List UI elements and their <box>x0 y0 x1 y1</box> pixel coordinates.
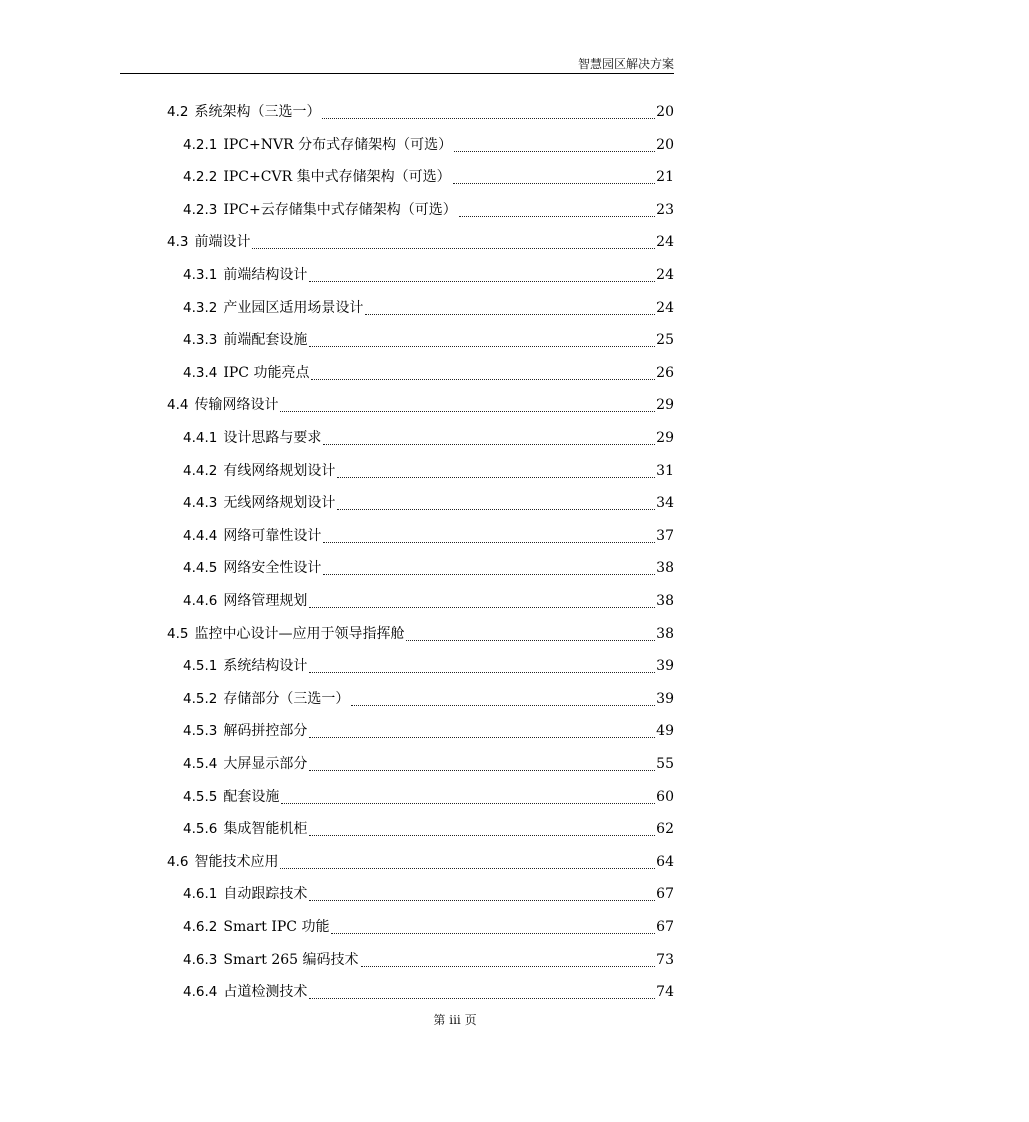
running-header: 智慧园区解决方案 <box>577 57 674 71</box>
toc-entry[interactable] <box>167 101 674 123</box>
toc-entry-title: 自动跟踪技术 <box>223 886 308 903</box>
toc-entry-number: 4.3.2 <box>183 299 218 316</box>
toc-entry-page: 20 <box>656 104 674 120</box>
toc-dot-leader <box>337 508 655 510</box>
toc-dot-leader <box>323 541 655 543</box>
toc-entry-page: 74 <box>656 984 674 1001</box>
toc-entry-number: 4.4 <box>167 397 189 414</box>
toc-dot-leader <box>309 997 655 999</box>
toc-dot-leader <box>281 802 655 804</box>
toc-entry[interactable] <box>183 655 674 677</box>
toc-entry[interactable] <box>183 688 674 710</box>
toc-entry-title: 设计思路与要求 <box>223 430 322 446</box>
toc-entry[interactable] <box>183 329 674 351</box>
toc-entry[interactable] <box>183 134 674 156</box>
toc-entry-number: 4.5 <box>167 625 189 642</box>
toc-entry-page: 62 <box>656 821 674 838</box>
toc-entry[interactable] <box>183 720 674 742</box>
toc-dot-leader <box>454 150 655 152</box>
toc-entry-title: 占道检测技术 <box>223 984 308 1001</box>
toc-entry-number: 4.2 <box>167 104 189 120</box>
toc-entry-title: 存储部分（三选一） <box>223 690 350 707</box>
toc-dot-leader <box>323 443 655 445</box>
toc-entry-number: 4.3.3 <box>183 332 218 349</box>
toc-entry-page: 38 <box>656 625 674 642</box>
toc-entry-title: 无线网络规划设计 <box>223 495 336 512</box>
toc-entry-title: IPC 功能亮点 <box>223 364 310 381</box>
toc-dot-leader <box>309 606 655 608</box>
toc-entry-title: 配套设施 <box>223 788 280 805</box>
toc-dot-leader <box>351 704 655 706</box>
toc-entry-number: 4.4.5 <box>183 560 218 577</box>
toc-dot-leader <box>309 834 655 836</box>
toc-entry-number: 4.4.1 <box>183 430 218 446</box>
toc-dot-leader <box>309 899 655 901</box>
page-number-footer: 第 iii 页 <box>433 1013 477 1027</box>
toc-entry[interactable] <box>167 623 674 645</box>
toc-entry-number: 4.5.6 <box>183 821 218 838</box>
toc-entry-page: 24 <box>656 267 674 283</box>
toc-entry[interactable] <box>183 525 674 547</box>
toc-entry-number: 4.3 <box>167 234 189 251</box>
toc-entry-page: 39 <box>656 690 674 707</box>
toc-entry[interactable] <box>183 199 674 221</box>
toc-entry-number: 4.2.3 <box>183 201 218 218</box>
toc-entry[interactable] <box>183 297 674 319</box>
toc-entry[interactable] <box>183 557 674 579</box>
toc-entry-page: 64 <box>656 853 674 870</box>
toc-dot-leader <box>323 573 655 575</box>
toc-entry-page: 20 <box>656 136 674 153</box>
toc-entry-number: 4.5.1 <box>183 658 218 675</box>
toc-entry-title: 有线网络规划设计 <box>223 462 336 479</box>
toc-entry-title: 系统结构设计 <box>223 658 308 675</box>
toc-entry[interactable] <box>183 264 674 286</box>
toc-entry[interactable] <box>183 427 674 449</box>
toc-entry-page: 49 <box>656 723 674 740</box>
toc-entry-number: 4.6.3 <box>183 951 218 968</box>
toc-dot-leader <box>453 182 656 184</box>
toc-entry-title: 前端设计 <box>194 234 251 251</box>
toc-entry[interactable] <box>183 362 674 384</box>
toc-dot-leader <box>309 736 655 738</box>
toc-entry-title: 监控中心设计—应用于领导指挥舱 <box>194 625 405 642</box>
toc-entry-title: 智能技术应用 <box>194 853 279 870</box>
toc-dot-leader <box>459 215 655 217</box>
toc-entry-page: 24 <box>656 299 674 316</box>
toc-entry[interactable] <box>183 818 674 840</box>
toc-dot-leader <box>361 965 656 967</box>
toc-entry-number: 4.6.4 <box>183 984 218 1001</box>
toc-entry-page: 21 <box>656 169 674 186</box>
toc-entry[interactable] <box>183 166 674 188</box>
toc-entry-page: 60 <box>656 788 674 805</box>
toc-entry-number: 4.3.4 <box>183 364 218 381</box>
toc-dot-leader <box>309 345 655 347</box>
toc-dot-leader <box>365 313 655 315</box>
toc-entry-title: IPC+CVR 集中式存储架构（可选） <box>223 169 451 186</box>
toc-dot-leader <box>309 769 655 771</box>
toc-entry-title: 大屏显示部分 <box>223 756 308 772</box>
toc-entry-page: 38 <box>656 593 674 609</box>
toc-entry-page: 39 <box>656 658 674 675</box>
toc-entry-page: 24 <box>656 234 674 251</box>
toc-entry-number: 4.6.2 <box>183 919 218 935</box>
toc-entry-page: 25 <box>656 332 674 349</box>
toc-entry-page: 55 <box>656 756 674 772</box>
toc-entry-number: 4.4.6 <box>183 593 218 609</box>
toc-entry-title: Smart 265 编码技术 <box>223 951 359 968</box>
toc-dot-leader <box>309 280 655 282</box>
toc-entry-number: 4.4.4 <box>183 527 218 544</box>
toc-entry-page: 26 <box>656 364 674 381</box>
toc-entry-number: 4.3.1 <box>183 267 218 283</box>
toc-entry-title: 网络可靠性设计 <box>223 527 322 544</box>
toc-dot-leader <box>337 476 655 478</box>
toc-entry-number: 4.2.1 <box>183 136 218 153</box>
toc-entry-page: 37 <box>656 527 674 544</box>
toc-entry-number: 4.2.2 <box>183 169 218 186</box>
toc-dot-leader <box>309 671 655 673</box>
toc-entry[interactable] <box>183 786 674 808</box>
toc-entry[interactable] <box>167 851 674 873</box>
toc-entry[interactable] <box>183 916 674 938</box>
toc-entry-title: IPC+NVR 分布式存储架构（可选） <box>223 136 453 153</box>
toc-dot-leader <box>280 410 655 412</box>
toc-entry-page: 31 <box>656 462 674 479</box>
toc-entry-title: 网络管理规划 <box>223 593 308 609</box>
toc-entry-number: 4.6 <box>167 853 189 870</box>
toc-entry-number: 4.5.4 <box>183 756 218 772</box>
toc-entry-number: 4.6.1 <box>183 886 218 903</box>
toc-entry-number: 4.5.3 <box>183 723 218 740</box>
toc-entry-title: 前端结构设计 <box>223 267 308 283</box>
toc-entry-title: 传输网络设计 <box>194 397 279 414</box>
toc-entry[interactable] <box>183 949 674 971</box>
toc-entry-page: 73 <box>656 951 674 968</box>
toc-entry-page: 29 <box>656 430 674 446</box>
toc-entry-page: 67 <box>656 919 674 935</box>
toc-dot-leader <box>311 378 655 380</box>
toc-entry[interactable] <box>183 981 674 1003</box>
toc-entry[interactable] <box>167 231 674 253</box>
toc-entry-number: 4.5.2 <box>183 690 218 707</box>
toc-dot-leader <box>406 639 655 641</box>
toc-entry-number: 4.5.5 <box>183 788 218 805</box>
toc-entry[interactable] <box>183 492 674 514</box>
toc-dot-leader <box>252 247 655 249</box>
toc-entry-title: IPC+云存储集中式存储架构（可选） <box>223 201 457 218</box>
toc-entry-title: Smart IPC 功能 <box>223 919 330 935</box>
toc-entry-number: 4.4.3 <box>183 495 218 512</box>
toc-entry-page: 23 <box>656 201 674 218</box>
toc-entry[interactable] <box>183 460 674 482</box>
toc-entry[interactable] <box>167 394 674 416</box>
toc-entry[interactable] <box>183 590 674 612</box>
toc-entry-page: 34 <box>656 495 674 512</box>
toc-dot-leader <box>280 867 655 869</box>
toc-entry-title: 网络安全性设计 <box>223 560 322 577</box>
toc-entry-title: 集成智能机柜 <box>223 821 308 838</box>
toc-dot-leader <box>322 117 655 119</box>
toc-entry-number: 4.4.2 <box>183 462 218 479</box>
toc-entry-title: 系统架构（三选一） <box>194 104 321 120</box>
toc-entry-title: 产业园区适用场景设计 <box>223 299 364 316</box>
toc-entry-page: 67 <box>656 886 674 903</box>
toc-entry-title: 前端配套设施 <box>223 332 308 349</box>
toc-entry-page: 29 <box>656 397 674 414</box>
toc-entry[interactable] <box>183 883 674 905</box>
toc-dot-leader <box>331 932 655 934</box>
toc-entry-title: 解码拼控部分 <box>223 723 308 740</box>
toc-entry[interactable] <box>183 753 674 775</box>
toc-entry-page: 38 <box>656 560 674 577</box>
